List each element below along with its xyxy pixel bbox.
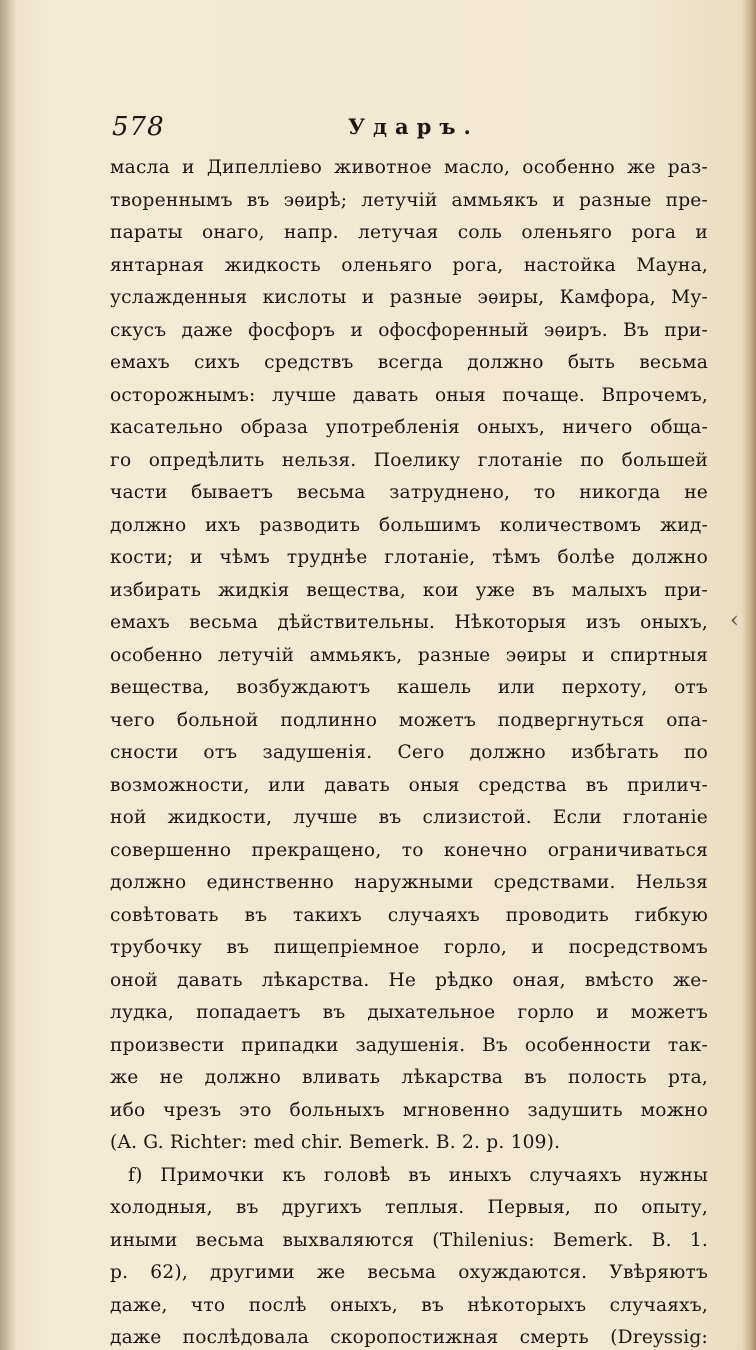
text-line: емахъ весьма дѣйствительны. Нѣкоторыя изъ оныхъ,: [110, 612, 708, 633]
text-line: совѣтовать въ такихъ случаяхъ проводить гибкую: [110, 904, 708, 926]
text-line: избирать жидкія вещества, кои уже въ малыхъ при-: [110, 579, 708, 601]
text-line: масла и Дипелліево животное масло, особенно же раз-: [110, 157, 708, 178]
text-line: должно ихъ разводить большимъ количествомъ жид-: [110, 514, 708, 536]
text-line: холодныя, въ другихъ теплыя. Первыя, по опыту,: [110, 1197, 708, 1218]
text-line: же не должно вливать лѣкарства въ полость рта,: [110, 1067, 708, 1088]
body-text: [110, 152, 708, 1350]
text-line: ной жидкости, лучше въ слизистой. Если глотаніе: [110, 807, 708, 828]
text-line: p. 62), другими же весьма охуждаются. Увѣряютъ: [110, 1262, 708, 1283]
text-line-section-f: f) Примочки къ головѣ въ иныхъ случаяхъ нужны: [128, 1164, 708, 1186]
text-line: услажденныя кислоты и разные эѳиры, Камфора, Му-: [110, 287, 708, 308]
text-line: трубочку въ пищепріемное горло, и посредствомъ: [110, 937, 708, 958]
text-line: касательно образа употребленія оныхъ, ничего обща-: [110, 417, 708, 438]
text-line: сности отъ задушенія. Сего должно избѣгать по: [110, 742, 708, 763]
text-line: даже, что послѣ оныхъ, въ нѣкоторыхъ случаяхъ,: [110, 1294, 708, 1316]
text-line: совершенно прекращено, то конечно ограничиваться: [110, 839, 708, 861]
text-line: вещества, возбуждаютъ кашель или перхоту, отъ: [110, 677, 708, 698]
text-line: особенно летучій аммьякъ, разные эѳиры и спиртныя: [110, 644, 708, 666]
page-gutter-shadow: [0, 0, 16, 1350]
page-header: [112, 112, 706, 146]
text-line: части бываетъ весьма затруднено, то никогда не: [110, 482, 708, 503]
page-edge-stain: [742, 0, 756, 1350]
running-head: Ударъ.: [348, 114, 479, 139]
text-line: даже послѣдовала скоропостижная смерть (Dreyssig:: [110, 1327, 708, 1348]
text-line-citation: (A. G. Richter: med chir. Bemerk. B. 2. p. 109).: [110, 1132, 561, 1153]
text-line: твореннымъ въ эѳирѣ; летучій аммьякъ и разные пре-: [110, 189, 708, 211]
text-line: лудка, попадаетъ въ дыхательное горло и можетъ: [110, 1002, 708, 1023]
page-number: 578: [112, 112, 165, 142]
text-line: скусъ даже фосфоръ и офосфоренный эѳиръ. Въ при-: [110, 319, 708, 341]
text-line: возможности, или давать оныя средства въ прилич-: [110, 774, 708, 796]
text-line: янтарная жидкость оленьяго рога, настойка Мауна,: [110, 254, 708, 276]
text-line: оной давать лѣкарства. Не рѣдко оная, вмѣсто же-: [110, 969, 708, 991]
text-line: осторожнымъ: лучше давать оныя почаще. Впрочемъ,: [110, 384, 708, 406]
text-line: го опредѣлить нельзя. Поелику глотаніе по большей: [110, 449, 708, 471]
text-line: чего больной подлинно можетъ подвергнуться опа-: [110, 709, 708, 731]
text-line: должно единственно наружными средствами. Нельзя: [110, 872, 708, 893]
text-line: произвести припадки задушенія. Въ особенности так-: [110, 1034, 708, 1056]
text-line: ибо чрезъ это больныхъ мгновенно задушить можно: [110, 1099, 708, 1121]
margin-mark: ‹: [730, 608, 739, 633]
text-line: иными весьма выхваляются (Thilenius: Bemerk. B. 1.: [110, 1229, 708, 1251]
text-line: емахъ сихъ средствъ всегда должно быть весьма: [110, 352, 708, 373]
text-line: параты онаго, напр. летучая соль оленьяго рога и: [110, 222, 708, 243]
text-line: кости; и чѣмъ труднѣе глотаніе, тѣмъ болѣе должно: [110, 547, 708, 568]
